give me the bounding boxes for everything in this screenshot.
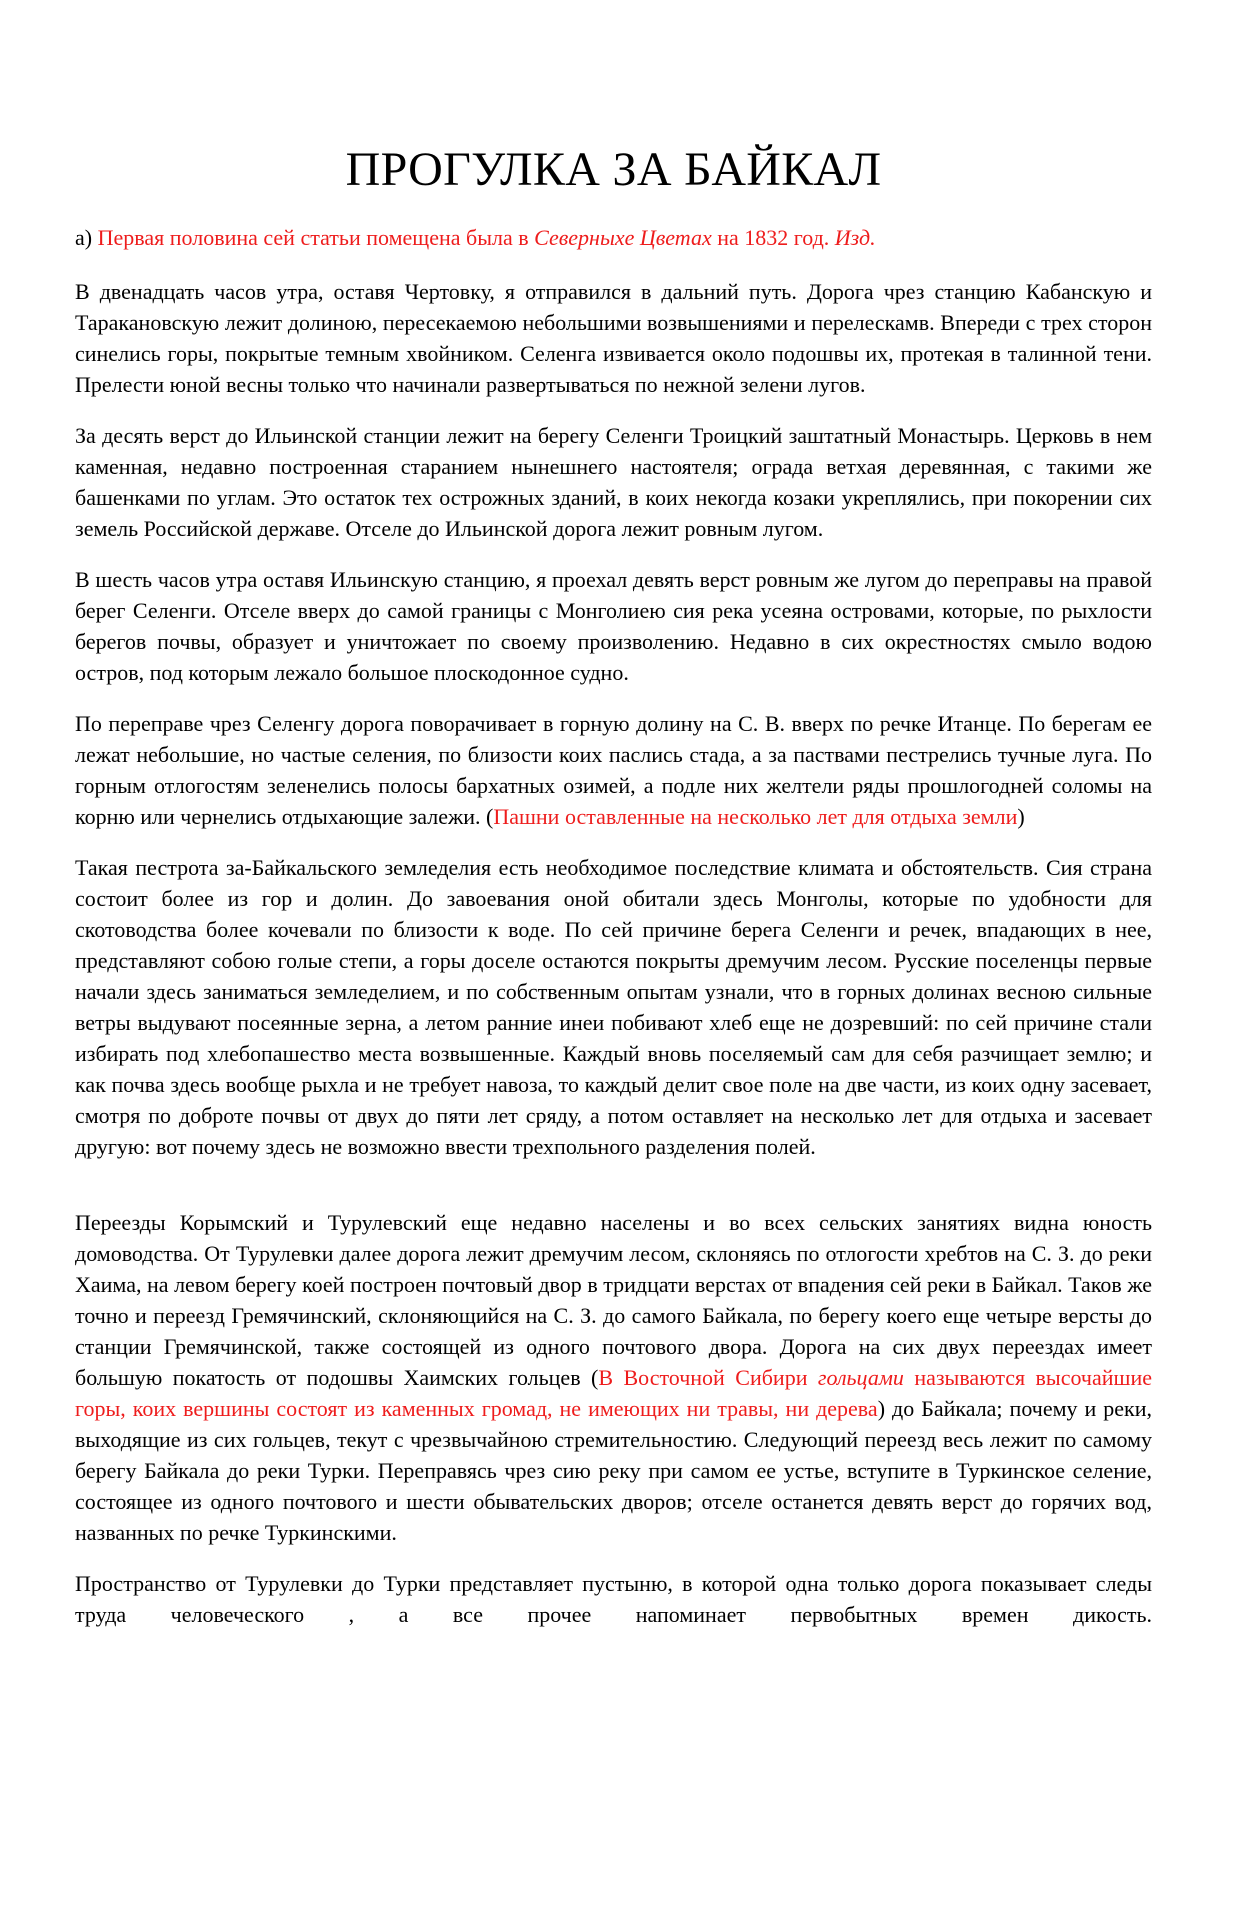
paragraph <box>75 708 1152 832</box>
highlighted-text: на 1832 год. <box>711 225 835 250</box>
highlighted-text: Изд. <box>834 225 876 250</box>
text-run: Пространство от Турулевки до Турки представляет пустыню, в которой одна только дорога показывает следы труда человеческого , а все прочее напоминает первобытных времен дикость. <box>75 1571 1152 1627</box>
text-run: Переезды Корымский и Турулевский еще недавно населены и во всех сельских занятиях видна юность домоводства. От Турулевки далее дорога лежит дремучим лесом, склоняясь по отлогости хребтов на С. З. до реки Хаима, на левом берегу коей построен почтовый двор в тридцати верстах от впадения сей реки в Байкал. Таков же точно и переезд Гремячинский, склоняющийся на С. З. до самого Байкала, по берегу коего еще четыре версты до станции Гремячинской, также состоящей из одного почтового двора. Дорога на сих двух переездах имеет большую покатость от подошвы Хаимских гольцев ( <box>75 1210 1152 1390</box>
paragraph <box>75 1207 1152 1548</box>
text-run: ) до Байкала; почему и реки, выходящие из сих гольцев, текут с чрезвычайною стремительностию. Следующий переезд весь лежит по самому берегу Байкала до реки Турки. Переправясь чрез сию реку при самом ее устье, вступите в Туркинское селение, состоящее из одного почтового и шести обывательских дворов; отселе останется девять верст до горячих вод, названных по речке Туркинскими. <box>75 1396 1152 1545</box>
highlighted-text: гольцами <box>817 1365 904 1390</box>
text-run: За десять верст до Ильинской станции лежит на берегу Селенги Троицкий заштатный Монастырь. Церковь в нем каменная, недавно построенная старанием нынешнего настоятеля; ограда ветхая деревянная, с такими же башенками по углам. Это остаток тех острожных зданий, в коих некогда козаки укреплялись, при покорении сих земель Российской державе. Отселе до Ильинской дорога лежит ровным лугом. <box>75 423 1152 541</box>
text-run: а) <box>75 225 98 250</box>
text-run: В шесть часов утра оставя Ильинскую станцию, я проехал девять верст ровным же лугом до переправы на правой берег Селенги. Отселе вверх до самой границы с Монголиею сия река усеяна островами, которые, по рыхлости берегов почвы, образует и уничтожает по своему произволению. Недавно в сих окрестностях смыло водою остров, под которым лежало большое плоскодонное судно. <box>75 567 1152 685</box>
text-run: ) <box>1017 804 1025 829</box>
document-body <box>75 276 1152 1650</box>
text-run: По переправе чрез Селенгу дорога поворачивает в горную долину на С. В. вверх по речке Итанце. По берегам ее лежат небольшие, но частые селения, по близости коих паслись стада, а за паствами пестрелись тучные луга. По горным отлогостям зеленелись полосы бархатных озимей, а подле них желтели ряды прошлогодней соломы на корню или чернелись отдыхающие залежи. ( <box>75 711 1152 829</box>
paragraph <box>75 420 1152 544</box>
highlighted-text: Пашни оставленные на несколько лет для отдыха земли <box>493 804 1018 829</box>
paragraph <box>75 1568 1152 1630</box>
document-title: ПРОГУЛКА ЗА БАЙКАЛ <box>345 143 882 196</box>
paragraph <box>75 276 1152 400</box>
highlighted-text: Северныхе Цветах <box>534 225 712 250</box>
highlighted-text: называются высочайшие горы, коих вершины состоят из каменных громад, не имеющих ни травы, ни дерева <box>75 1365 1152 1421</box>
editor-footnote <box>75 222 876 253</box>
text-run: В двенадцать часов утра, оставя Чертовку, я отправился в дальний путь. Дорога чрез станцию Кабанскую и Таракановскую лежит долиною, пересекаемою небольшими возвышениями и перелескамв. Впереди с трех сторон синелись горы, покрытые темным хвойником. Селенга извивается около подошвы их, протекая в талинной тени. Прелести юной весны только что начинали развертываться по нежной зелени лугов. <box>75 279 1152 397</box>
paragraph <box>75 852 1152 1162</box>
paragraph <box>75 564 1152 688</box>
text-run: Такая пестрота за-Байкальского земледелия есть необходимое последствие климата и обстоятельств. Сия страна состоит более из гор и долин. До завоевания оной обитали здесь Монголы, которые по удобности для скотоводства более кочевали по близости к воде. По сей причине берега Селенги и речек, впадающих в нее, представляют собою голые степи, а горы доселе остаются покрыты дремучим лесом. Русские поселенцы первые начали здесь заниматься земледелием, и по собственным опытам узнали, что в горных долинах весною сильные ветры выдувают посеянные зерна, а летом ранние инеи побивают хлеб еще не дозревший: по сей причине стали избирать под хлебопашество места возвышенные. Каждый вновь поселяемый сам для себя разчищает землю; и как почва здесь вообще рыхла и не требует навоза, то каждый делит свое поле на две части, из коих одну засевает, смотря по доброте почвы от двух до пяти лет сряду, а потом оставляет на несколько лет для отдыха и засевает другую: вот почему здесь не возможно ввести трехпольного разделения полей. <box>75 855 1152 1159</box>
highlighted-text: В Восточной Сибири <box>598 1365 818 1390</box>
highlighted-text: Первая половина сей статьи помещена была в <box>97 225 535 250</box>
